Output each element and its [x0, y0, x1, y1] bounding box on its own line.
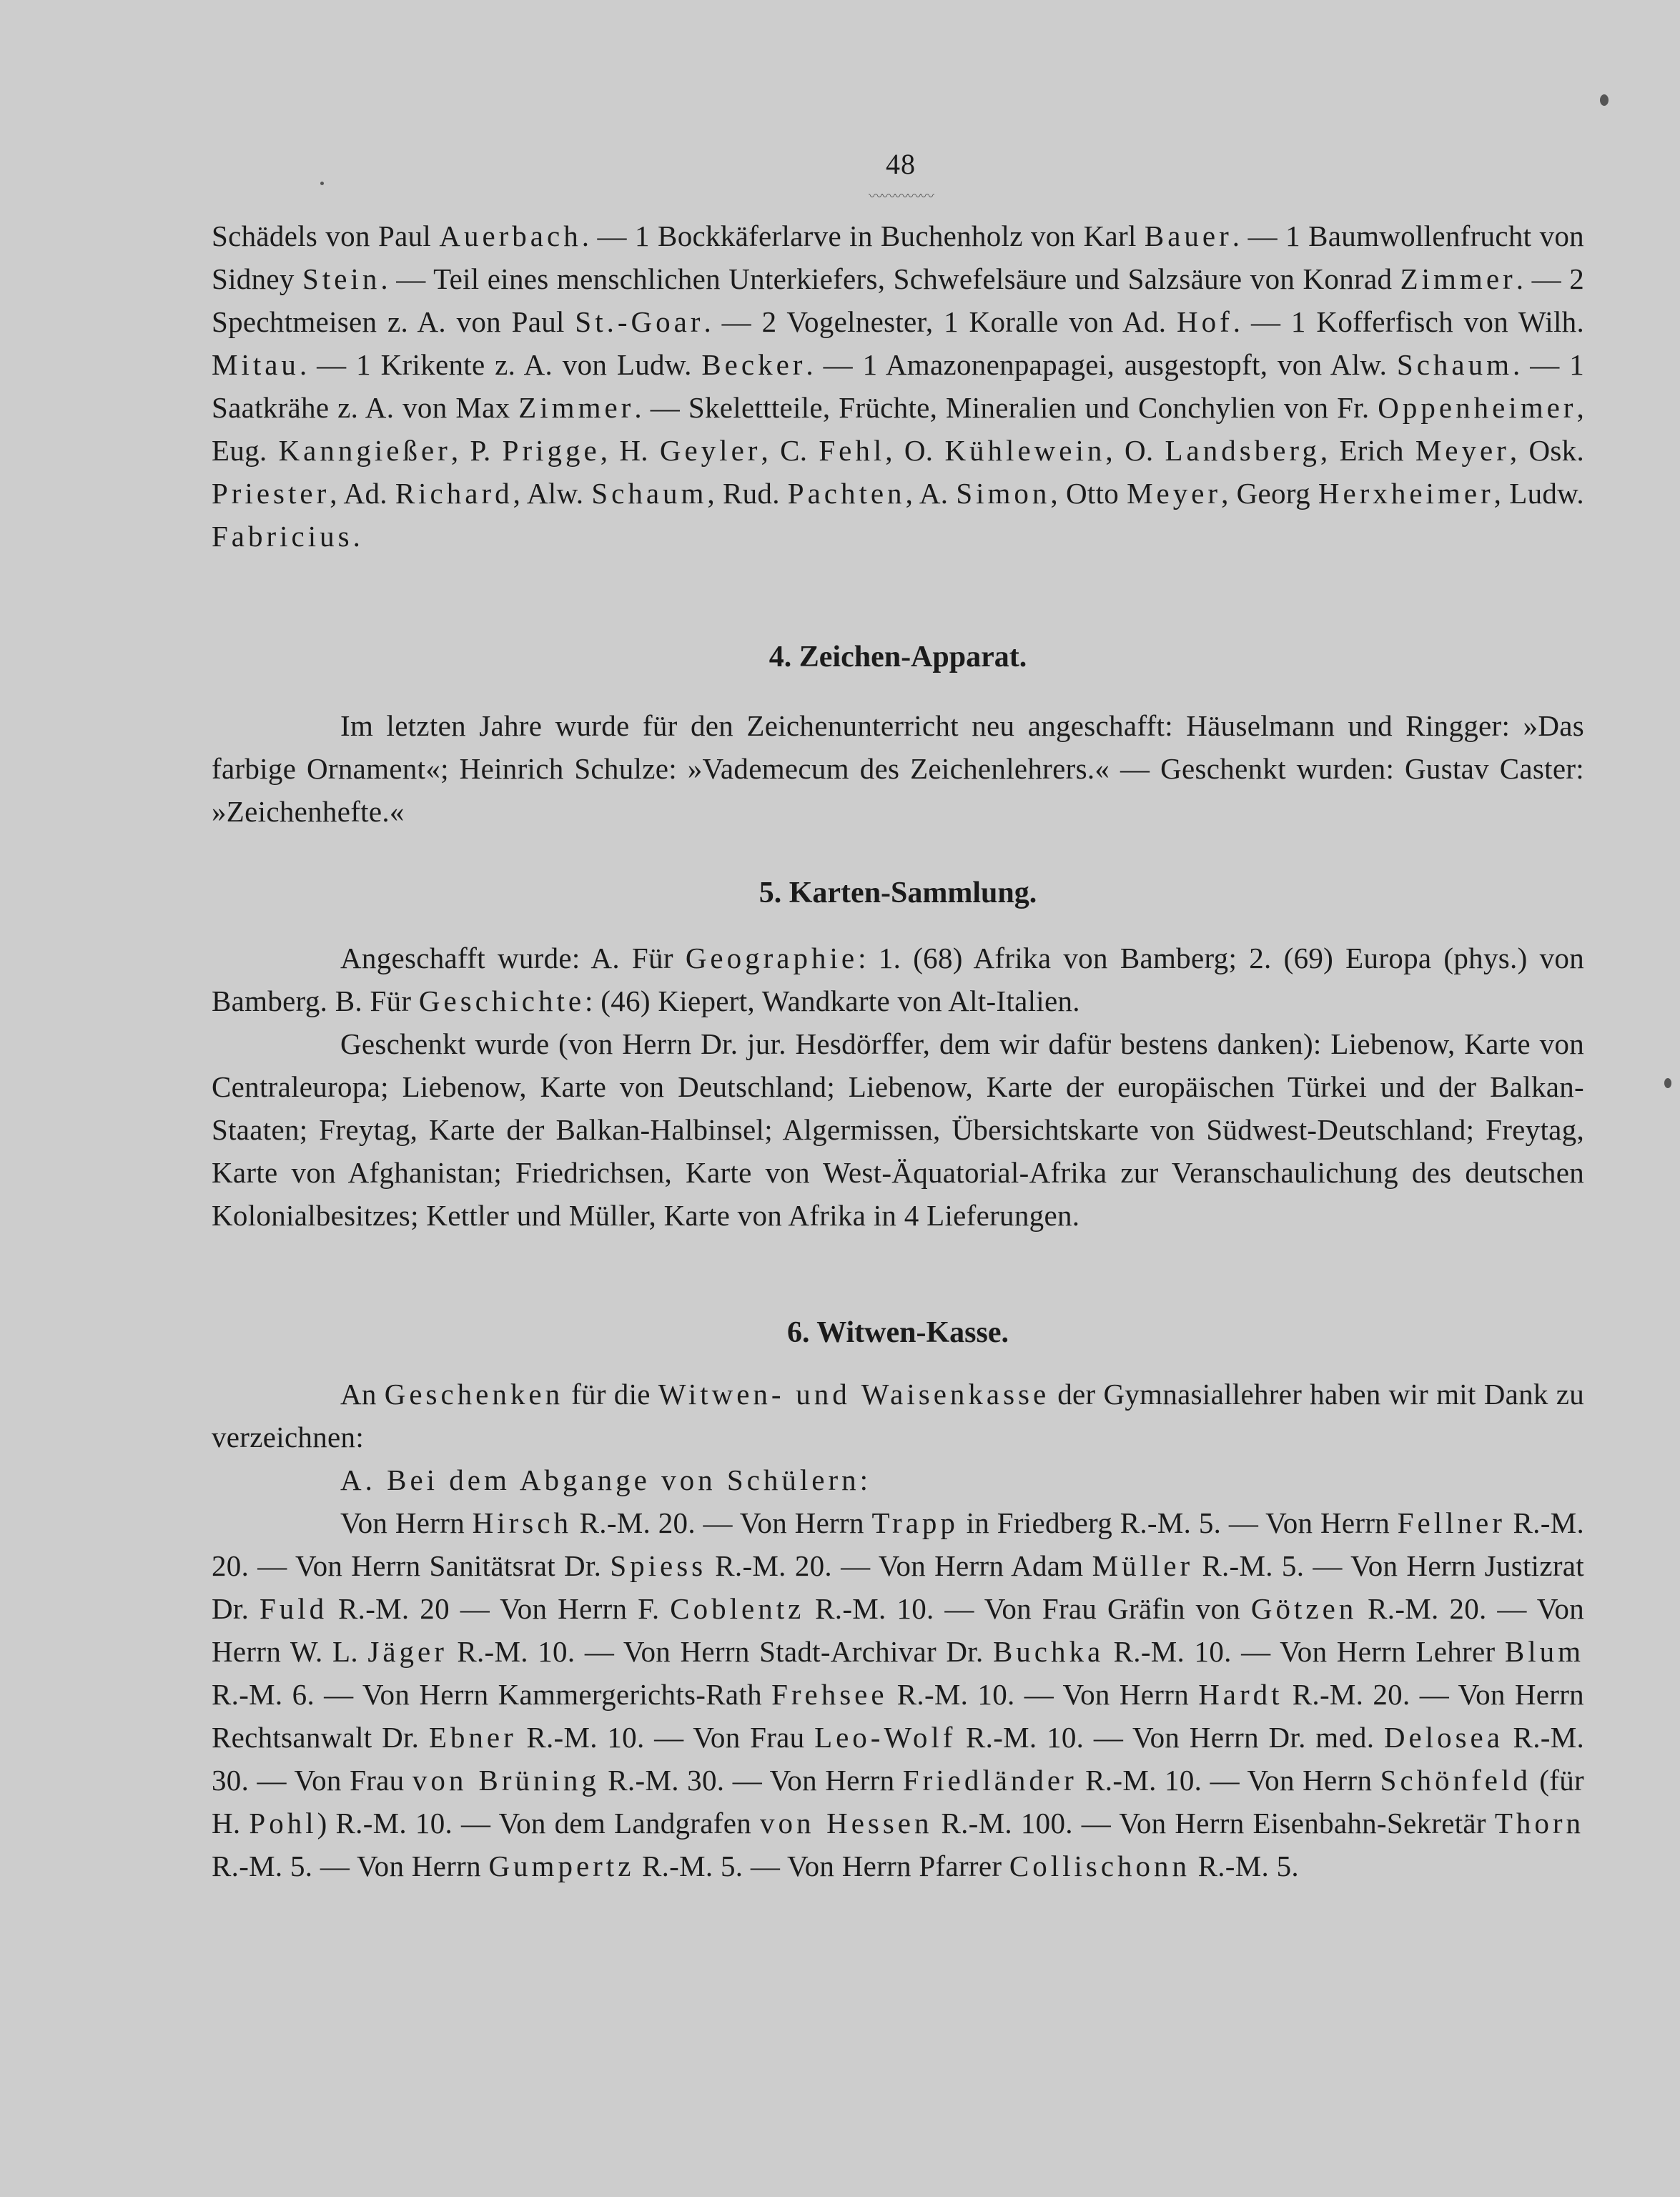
- section-karten-sammlung-body: [212, 937, 1584, 1237]
- karten-acquired-paragraph: Angeschafft wurde: A. Für Geographie: 1. (68) Afrika von Bamberg; 2. (69) Europa (phys.) von Bamberg. B. Für Geschichte: (46) Kiepert, Wandkarte von Alt-Italien.: [212, 942, 1584, 1017]
- spaced-name: Trapp: [871, 1506, 959, 1539]
- spaced-name: Ebner: [428, 1721, 517, 1754]
- spaced-name: St.-Goar: [575, 305, 704, 338]
- spaced-name: Thorn: [1494, 1807, 1585, 1840]
- spaced-name: Becker: [701, 348, 806, 381]
- spaced-name: Fuld: [259, 1592, 328, 1625]
- section-heading-karten-sammlung: 5. Karten-Sammlung.: [759, 877, 1037, 909]
- section-zeichen-apparat-body: [212, 704, 1584, 833]
- spaced-name: Stein: [302, 262, 381, 295]
- spaced-name: Meyer: [1127, 477, 1222, 510]
- spaced-name: Geschichte: [418, 984, 585, 1017]
- spaced-name: Simon: [956, 477, 1051, 510]
- spaced-name: Geographie: [685, 942, 859, 974]
- spaced-name: Schönfeld: [1380, 1764, 1531, 1797]
- section-witwen-kasse-body: [212, 1373, 1584, 1887]
- spaced-name: Blum: [1504, 1635, 1585, 1668]
- spaced-name: Landsberg: [1165, 434, 1320, 467]
- spaced-name: Collischonn: [1009, 1850, 1191, 1882]
- spaced-name: Hof: [1176, 305, 1233, 338]
- spaced-name: Geschenken: [384, 1378, 564, 1411]
- spaced-name: Gumpertz: [488, 1850, 635, 1882]
- collection-donors-paragraph: [212, 214, 1584, 558]
- spaced-name: Hardt: [1198, 1678, 1283, 1711]
- witwen-kasse-subheading: A. Bei dem Abgange von Schülern:: [340, 1463, 872, 1496]
- collection-paragraph: Schädels von Paul Auerbach. — 1 Bockkäferlarve in Buchenholz von Karl Bauer. — 1 Baumwollenfrucht von Sidney Stein. — Teil eines menschlichen Unterkiefers, Schwefelsäure und Salzsäure von Konrad Zimmer. — 2 Spechtmeisen z. A. von Paul St.-Goar. — 2 Vogelnester, 1 Koralle von Ad. Hof. — 1 Kofferfisch von Wilh. Mitau. — 1 Krikente z. A. von Ludw. Becker. — 1 Amazonenpapagei, ausgestopft, von Alw. Schaum. — 1 Saatkrähe z. A. von Max Zimmer. — Skelettteile, Früchte, Mineralien und Conchylien von Fr. Oppenheimer, Eug. Kanngießer, P. Prigge, H. Geyler, C. Fehl, O. Kühlewein, O. Landsberg, Erich Meyer, Osk. Priester, Ad. Richard, Alw. Schaum, Rud. Pachten, A. Simon, Otto Meyer, Georg Herxheimer, Ludw. Fabricius.: [212, 219, 1585, 553]
- spaced-name: Pachten: [787, 477, 906, 510]
- spaced-name: Götzen: [1250, 1592, 1358, 1625]
- spaced-name: Hirsch: [472, 1506, 572, 1539]
- spaced-name: Geyler: [659, 434, 761, 467]
- spaced-name: Fehl: [819, 434, 886, 467]
- spaced-name: Spiess: [610, 1549, 707, 1582]
- witwen-kasse-intro: An Geschenken für die Witwen- und Waisenkasse der Gymnasiallehrer haben wir mit Dank zu verzeichnen:: [212, 1378, 1584, 1453]
- spaced-name: Bauer: [1144, 219, 1232, 252]
- section-heading-witwen-kasse: 6. Witwen-Kasse.: [787, 1316, 1009, 1349]
- spaced-name: Leo-Wolf: [814, 1721, 957, 1754]
- spaced-name: Kanngießer: [278, 434, 451, 467]
- spaced-name: Witwen- und Waisenkasse: [658, 1378, 1050, 1411]
- section-heading-zeichen-apparat: 4. Zeichen-Apparat.: [769, 641, 1027, 673]
- spaced-name: Zimmer: [518, 391, 635, 424]
- spaced-name: Zimmer: [1400, 262, 1516, 295]
- scan-speck: [320, 182, 324, 185]
- witwen-kasse-donations: Von Herrn Hirsch R.-M. 20. — Von Herrn Trapp in Friedberg R.-M. 5. — Von Herrn Fellner R.-M. 20. — Von Herrn Sanitätsrat Dr. Spiess R.-M. 20. — Von Herrn Adam Müller R.-M. 5. — Von Herrn Justizrat Dr. Fuld R.-M. 20 — Von Herrn F. Coblentz R.-M. 10. — Von Frau Gräfin von Götzen R.-M. 20. — Von Herrn W. L. Jäger R.-M. 10. — Von Herrn Stadt-Archivar Dr. Buchka R.-M. 10. — Von Herrn Lehrer Blum R.-M. 6. — Von Herrn Kammergerichts-Rath Frehsee R.-M. 10. — Von Herrn Hardt R.-M. 20. — Von Herrn Rechtsanwalt Dr. Ebner R.-M. 10. — Von Frau Leo-Wolf R.-M. 10. — Von Herrn Dr. med. Delosea R.-M. 30. — Von Frau von Brüning R.-M. 30. — Von Herrn Friedländer R.-M. 10. — Von Herrn Schönfeld (für H. Pohl) R.-M. 10. — Von dem Landgrafen von Hessen R.-M. 100. — Von Herrn Eisenbahn-Sekretär Thorn R.-M. 5. — Von Herrn Gumpertz R.-M. 5. — Von Herrn Pfarrer Collischonn R.-M. 5.: [212, 1506, 1585, 1882]
- zeichen-apparat-paragraph: Im letzten Jahre wurde für den Zeichenunterricht neu angeschafft: Häuselmann und Ringger: »Das farbige Ornament«; Heinrich Schulze: »Vademecum des Zeichenlehrers.« — Geschenkt wurden: Gustav Caster: »Zeichenhefte.«: [212, 709, 1584, 828]
- spaced-name: Schaum: [591, 477, 708, 510]
- spaced-name: Richard: [395, 477, 513, 510]
- karten-donated-paragraph: Geschenkt wurde (von Herrn Dr. jur. Hesdörffer, dem wir dafür bestens danken): Liebenow, Karte von Centraleuropa; Liebenow, Karte von Deutschland; Liebenow, Karte der europäischen Türkei und der Balkan-Staaten; Freytag, Karte der Balkan-Halbinsel; Algermissen, Übersichtskarte von Südwest-Deutschland; Freytag, Karte von Afghanistan; Friedrichsen, Karte von West-Äquatorial-Afrika zur Veranschaulichung des deutschen Kolonialbesitzes; Kettler und Müller, Karte von Afrika in 4 Lieferungen.: [212, 1027, 1584, 1232]
- scan-speck: [1664, 1078, 1671, 1088]
- spaced-name: Jäger: [367, 1635, 448, 1668]
- spaced-name: Meyer: [1415, 434, 1510, 467]
- spaced-name: Friedländer: [902, 1764, 1077, 1797]
- spaced-name: Priester: [212, 477, 330, 510]
- spaced-name: von Brüning: [412, 1764, 600, 1797]
- page-number-ornament: 〰〰〰〰〰: [869, 189, 933, 204]
- spaced-name: Buchka: [992, 1635, 1105, 1668]
- spaced-name: Müller: [1092, 1549, 1194, 1582]
- spaced-name: Coblentz: [670, 1592, 805, 1625]
- spaced-name: Fabricius: [212, 520, 353, 553]
- spaced-name: Herxheimer: [1318, 477, 1494, 510]
- spaced-name: Pohl: [249, 1807, 317, 1840]
- page-number: 48: [886, 148, 916, 180]
- spaced-name: Mitau: [212, 348, 300, 381]
- spaced-name: Prigge: [502, 434, 601, 467]
- spaced-name: von Hessen: [759, 1807, 933, 1840]
- spaced-name: Frehsee: [771, 1678, 888, 1711]
- spaced-name: Delosea: [1383, 1721, 1503, 1754]
- spaced-name: Oppenheimer: [1378, 391, 1577, 424]
- spaced-name: Schaum: [1396, 348, 1513, 381]
- spaced-name: Auerbach: [439, 219, 582, 252]
- spaced-name: Kühlewein: [944, 434, 1106, 467]
- scan-speck: [1600, 94, 1609, 106]
- spaced-name: Fellner: [1397, 1506, 1506, 1539]
